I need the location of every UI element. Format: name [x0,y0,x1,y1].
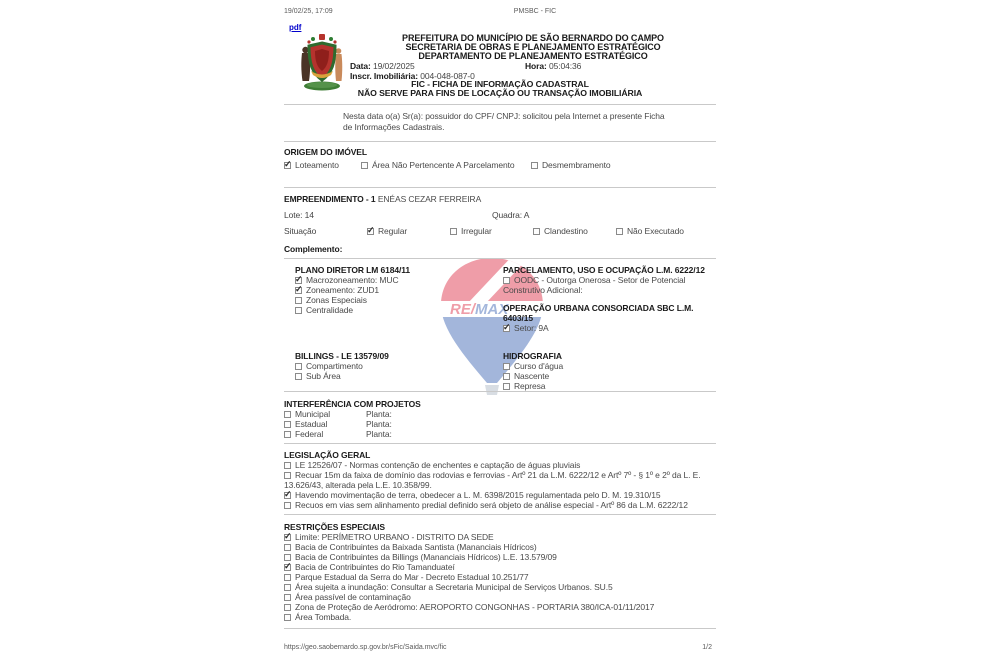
document-warning: NÃO SERVE PARA FINS DE LOCAÇÃO OU TRANSAÇÃO IMOBILIÁRIA [357,88,643,98]
checkbox [284,584,291,591]
checkbox-item-parque-serra-do-mar: Parque Estadual da Serra do Mar - Decreto Estadual 10.251/77 [284,572,716,582]
section-legislacao-geral [284,444,716,514]
checkbox [295,287,302,294]
org-name-line1: PREFEITURA DO MUNICÍPIO DE SÃO BERNARDO DO CAMPO [402,33,664,43]
checkbox-item-nascente: Nascente [503,371,705,381]
checkbox-item-zona-aerodromo: Zona de Proteção de Aeródromo: AEROPORTO CONGONHAS - PORTARIA 380/ICA-01/11/2017 [284,602,716,612]
checkbox [295,307,302,314]
quadra-value: Quadra: A [492,210,530,220]
checkbox [284,162,291,169]
empreendimento-title: EMPREENDIMENTO - 1 [284,194,376,204]
checkbox [503,277,510,284]
checkbox [295,297,302,304]
section-title: RESTRIÇÕES ESPECIAIS [284,522,385,532]
section-restricoes-especiais [284,515,716,628]
inscricao-label: Inscr. Imobiliária: [350,71,419,81]
checkbox-item-zonas-especiais: Zonas Especiais [295,295,503,305]
fic-document [284,0,716,629]
hora-field [525,61,581,71]
hidrografia-column [503,351,705,391]
section-title: INTERFERÊNCIA COM PROJETOS [284,399,421,409]
checkbox [284,554,291,561]
checkbox [616,228,623,235]
checkbox-item-compartimento: Compartimento [295,361,503,371]
data-label: Data: [350,61,371,71]
checkbox [284,421,291,428]
data-field [350,61,415,71]
checkbox-item-area-contaminacao: Área passível de contaminação [284,592,716,602]
checkbox [284,431,291,438]
checkbox-item-curso-dagua: Curso d'água [503,361,705,371]
section-plano-diretor-parcelamento [284,259,716,333]
checkbox-item-area-nao-pertencente: Área Não Pertencente A Parcelamento [361,160,531,170]
checkbox-item-recuos-vias: Recuos em vias sem alinhamento predial definido será objeto de análise especial - Artº 86 da L.M. 6222/12 [284,500,716,510]
checkbox [361,162,368,169]
checkbox [284,544,291,551]
checkbox-item-zoneamento: ✓Zoneamento: ZUD1 [295,285,503,295]
org-name-line2: SECRETARIA DE OBRAS E PLANEJAMENTO ESTRATÉGICO [405,42,661,52]
checkbox [284,564,291,571]
checkbox [367,228,374,235]
checkbox [284,411,291,418]
data-value: 19/02/2025 [373,61,415,71]
print-footer-url: https://geo.saobernardo.sp.gov.br/sFic/Saida.mvc/fic [284,644,447,651]
page-indicator: 1/2 [702,644,712,651]
checkbox-item-desmembramento: Desmembramento [531,160,611,170]
section-title: ORIGEM DO IMÓVEL [284,147,367,157]
checkbox-item-federal: Federal [284,429,366,439]
checkbox-item-represa: Represa [503,381,705,391]
checkbox-item-clandestino: Clandestino [533,226,616,236]
section-empreendimento [284,188,716,258]
checkbox-item-regular: ✓ Regular [367,226,450,236]
checkbox [284,462,291,469]
checkbox-item-movimentacao-terra: ✓Havendo movimentação de terra, obedecer a L. M. 6398/2015 regulamentada pelo D. M. 19.310/15 [284,490,716,500]
billings-column [295,351,503,391]
section-title: HIDROGRAFIA [503,351,562,361]
checkbox-item-sub-area: Sub Área [295,371,503,381]
planta-label: Planta: [366,409,392,419]
empreendimento-name: ENÉAS CEZAR FERREIRA [377,194,482,204]
checkbox [503,325,510,332]
section-billings-hidrografia [284,351,716,391]
section-interferencia-projetos [284,392,716,443]
document-letterhead [284,0,716,104]
checkbox-item-nao-executado: Não Executado [616,226,699,236]
checkbox-item-macrozoneamento: ✓Macrozoneamento: MUC [295,275,503,285]
intro-paragraph: Nesta data o(a) Sr(a): possuidor do CPF/ CNPJ: solicitou pela Internet a presente Ficha de Informações Cadastrais. [343,111,665,132]
checkbox [531,162,538,169]
checkbox [284,594,291,601]
pdf-link[interactable]: pdf [289,23,302,32]
checkbox-item-area-inundacao: Área sujeita a inundação: Consultar a Secretaria Municipal de Serviços Urbanos. SU.5 [284,582,716,592]
checkbox [284,614,291,621]
checkbox-item-le-12526: LE 12526/07 - Normas contenção de enchentes e captação de águas pluviais [284,460,716,470]
divider [284,628,716,629]
checkbox [284,574,291,581]
checkbox-item-centralidade: Centralidade [295,305,503,315]
hora-value: 05:04:36 [548,61,582,71]
svg-text:RE/MAX: RE/MAX [450,301,509,318]
checkbox [284,604,291,611]
checkbox-item-loteamento: ✓Loteamento [284,160,361,170]
section-origem-do-imovel [284,142,716,187]
checkbox-item-limite-perimetro: ✓Limite: PERÍMETRO URBANO - DISTRITO DA SEDE [284,532,716,542]
checkbox [284,472,291,479]
section-title: LEGISLAÇÃO GERAL [284,450,371,460]
checkbox [503,383,510,390]
checkbox-item-recuar-15m: Recuar 15m da faixa de domínio das rodovias e ferrovias - Artº 21 da L.M. 6222/12 e Artº 7º - § 1º e 2º da L. E. 13.626/43, alterada pela L.E. 10.358/99. [284,470,701,490]
divider [284,104,716,105]
checkbox [450,228,457,235]
checkbox [295,363,302,370]
checkbox-item-oodc: OODC - Outorga Onerosa - Setor de Potencial Construtivo Adicional: [503,275,686,295]
inscricao-value: 004-048-087-0 [420,71,475,81]
plano-diretor-column [295,265,503,333]
hora-label: Hora: [525,61,547,71]
section-title: PARCELAMENTO, USO E OCUPAÇÃO L.M. 6222/12 [503,265,705,275]
checkbox-item-municipal: Municipal [284,409,366,419]
checkbox [295,277,302,284]
section-title-operacao-urbana: OPERAÇÃO URBANA CONSORCIADA SBC L.M. 6403/15 [503,303,694,323]
lote-value: Lote: 14 [284,210,314,220]
checkbox-item-bacia-billings: Bacia de Contribuintes da Billings (Mananciais Hídricos) L.E. 13.579/09 [284,552,716,562]
print-timestamp: 19/02/25, 17:09 [284,8,333,15]
checkbox [284,534,291,541]
print-page-title: PMSBC - FIC [513,8,557,15]
checkbox [284,492,291,499]
checkbox-item-irregular: Irregular [450,226,533,236]
checkbox [503,363,510,370]
section-title: PLANO DIRETOR LM 6184/11 [295,265,411,275]
checkbox [284,502,291,509]
situacao-label: Situação [284,226,317,236]
checkbox [295,373,302,380]
checkbox [533,228,540,235]
planta-label: Planta: [366,429,392,439]
complemento-label: Complemento: [284,244,343,254]
org-name-line3: DEPARTAMENTO DE PLANEJAMENTO ESTRATÉGICO [418,51,648,61]
document-title: FIC - FICHA DE INFORMAÇÃO CADASTRAL [411,79,589,89]
checkbox-item-bacia-tamanduatei: ✓Bacia de Contribuintes do Rio Tamanduateí [284,562,716,572]
checkbox-item-area-tombada: Área Tombada. [284,612,716,622]
parcelamento-column [503,265,708,333]
planta-label: Planta: [366,419,392,429]
checkbox-item-estadual: Estadual [284,419,366,429]
checkbox-item-setor: ✓Setor: 9A [503,323,708,333]
checkbox [503,373,510,380]
checkbox-item-bacia-baixada-santista: Bacia de Contribuintes da Baixada Santista (Mananciais Hídricos) [284,542,716,552]
section-title: BILLINGS - LE 13579/09 [295,351,389,361]
